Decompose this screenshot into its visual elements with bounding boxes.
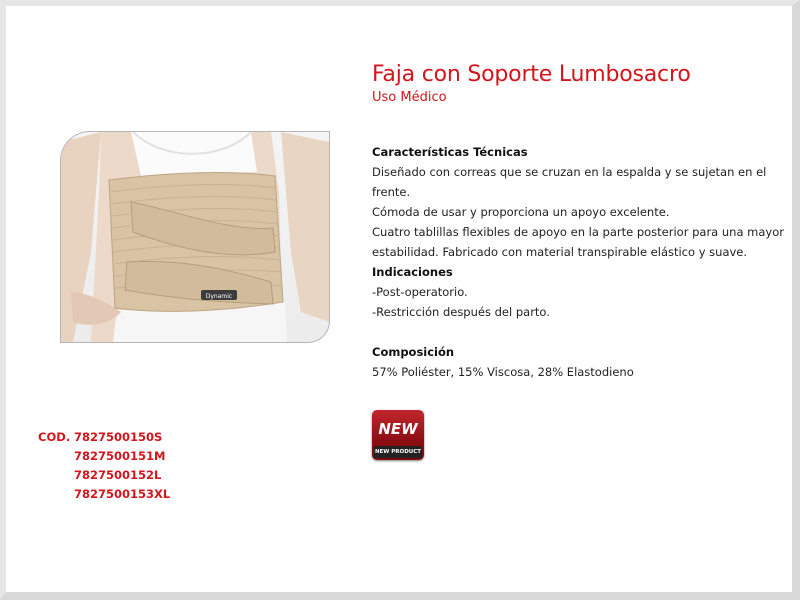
code-row: [38, 466, 184, 485]
product-photo: [60, 131, 330, 343]
code-row: [38, 428, 184, 447]
product-title: Faja con Soporte Lumbosacro: [372, 62, 691, 87]
code-prefix: COD.: [38, 430, 71, 444]
features-line: Cómoda de usar y proporciona un apoyo excelente.: [372, 205, 670, 219]
indications-heading: Indicaciones: [372, 265, 453, 279]
features-line: Cuatro tablillas flexibles de apoyo en la parte posterior para una mayor: [372, 225, 784, 239]
product-codes: [38, 428, 184, 504]
code-size: L: [154, 468, 162, 482]
code-row: [38, 485, 184, 504]
indications-section: [372, 262, 792, 322]
features-heading: Características Técnicas: [372, 145, 528, 159]
indications-line: -Post-operatorio.: [372, 285, 468, 299]
code-size: XL: [154, 487, 171, 501]
code-size: M: [154, 449, 166, 463]
code-size: S: [154, 430, 163, 444]
composition-heading: Composición: [372, 345, 455, 359]
indications-line: -Restricción después del parto.: [372, 305, 550, 319]
code-number: 7827500151: [74, 449, 155, 463]
features-line: estabilidad. Fabricado con material transpirable elástico y suave.: [372, 245, 748, 259]
features-line: Diseñado con correas que se cruzan en la espalda y se sujetan en el frente.: [372, 165, 767, 199]
composition-section: [372, 342, 792, 382]
code-number: 7827500153: [74, 487, 155, 501]
code-number: 7827500150: [74, 430, 155, 444]
code-number: 7827500152: [74, 468, 155, 482]
badge-sub-label: NEW PRODUCT: [374, 446, 422, 458]
code-row: [38, 447, 184, 466]
new-product-badge: [372, 410, 424, 460]
badge-new-label: NEW: [378, 420, 418, 438]
product-label: Dynamic: [205, 293, 233, 300]
features-section: [372, 142, 792, 262]
product-subtitle: Uso Médico: [372, 90, 447, 105]
composition-text: 57% Poliéster, 15% Viscosa, 28% Elastodieno: [372, 365, 634, 379]
